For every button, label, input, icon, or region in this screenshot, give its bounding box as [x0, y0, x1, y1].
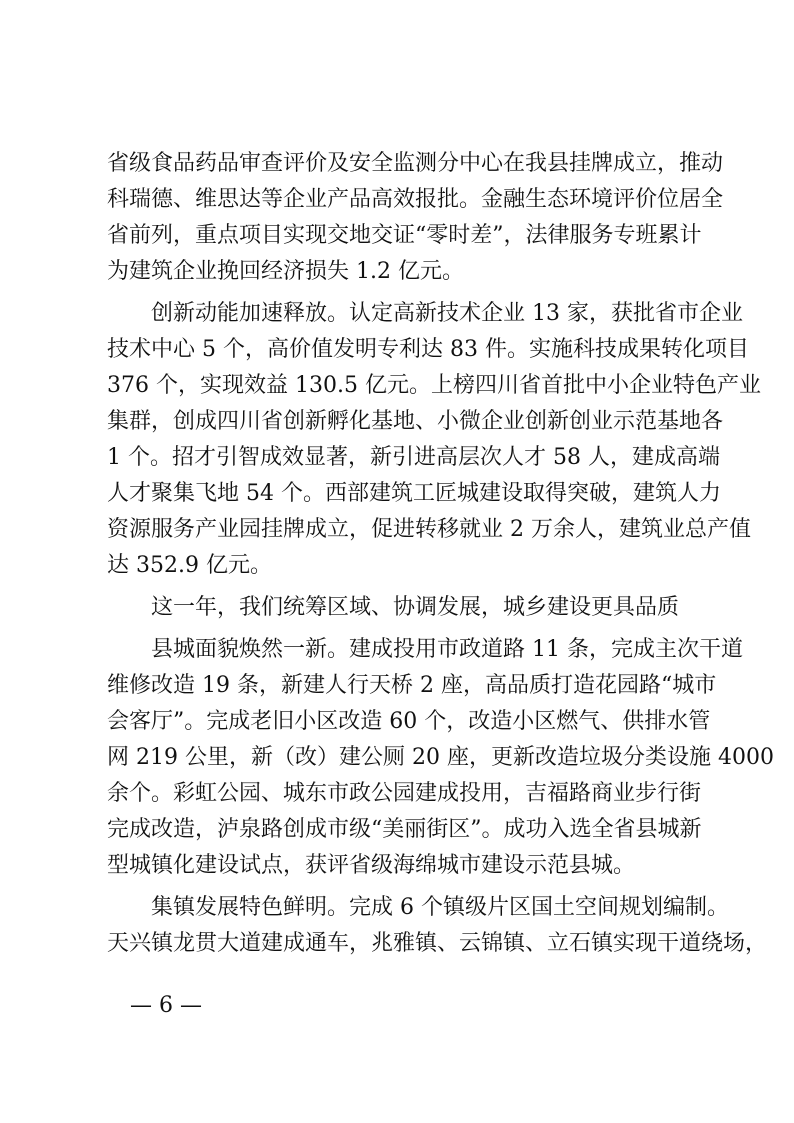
text-line: 376 个，实现效益 130.5 亿元。上榜四川省首批中小企业特色产业 — [107, 373, 761, 398]
paragraph-towns — [107, 890, 768, 962]
page-number: — 6 — — [130, 993, 202, 1018]
text-line: 资源服务产业园挂牌成立，促进转移就业 2 万余人，建筑业总产值 — [107, 517, 751, 542]
paragraph-innovation — [107, 296, 761, 584]
text-line: 网 219 公里，新（改）建公厕 20 座，更新改造垃圾分类设施 4000 — [107, 745, 774, 770]
text-line: 集群，创成四川省创新孵化基地、小微企业创新创业示范基地各 — [107, 409, 724, 434]
text-line: 技术中心 5 个，高价值发明专利达 83 件。实施科技成果转化项目 — [107, 337, 749, 362]
text-line: 科瑞德、维思达等企业产品高效报批。金融生态环境评价位居全 — [107, 187, 724, 212]
text-line: 县城面貌焕然一新。建成投用市政道路 11 条，完成主次干道 — [151, 637, 743, 662]
document-body — [107, 146, 774, 962]
text-line: 天兴镇龙贯大道建成通车，兆雅镇、云锦镇、立石镇实现干道绕场， — [107, 931, 768, 956]
text-line: 创新动能加速释放。认定高新技术企业 13 家，获批省市企业 — [151, 301, 743, 326]
text-line: 这一年，我们统筹区域、协调发展，城乡建设更具品质 — [151, 595, 680, 620]
text-line: 人才聚集飞地 54 个。西部建筑工匠城建设取得突破，建筑人力 — [107, 481, 721, 506]
text-line: 集镇发展特色鲜明。完成 6 个镇级片区国土空间规划编制。 — [151, 895, 729, 920]
paragraph-county-town — [107, 632, 774, 884]
text-line: 会客厅”。完成老旧小区改造 60 个，改造小区燃气、供排水管 — [107, 709, 711, 734]
text-line: 为建筑企业挽回经济损失 1.2 亿元。 — [107, 259, 464, 284]
text-line: 余个。彩虹公园、城东市政公园建成投用，吉福路商业步行街 — [107, 781, 702, 806]
text-line: 完成改造，泸泉路创成市级“美丽街区”。成功入选全省县城新 — [107, 817, 702, 842]
text-line: 维修改造 19 条，新建人行天桥 2 座，高品质打造花园路“城市 — [107, 673, 717, 698]
text-line: 省前列，重点项目实现交地交证“零时差”，法律服务专班累计 — [107, 223, 702, 248]
paragraph-continuation — [107, 146, 724, 290]
text-line: 省级食品药品审查评价及安全监测分中心在我县挂牌成立，推动 — [107, 151, 724, 176]
section-heading — [107, 590, 693, 626]
text-line: 1 个。招才引智成效显著，新引进高层次人才 58 人，建成高端 — [107, 445, 720, 470]
text-line: 型城镇化建设试点，获评省级海绵城市建设示范县城。 — [107, 853, 636, 878]
text-line: 达 352.9 亿元。 — [107, 553, 272, 578]
